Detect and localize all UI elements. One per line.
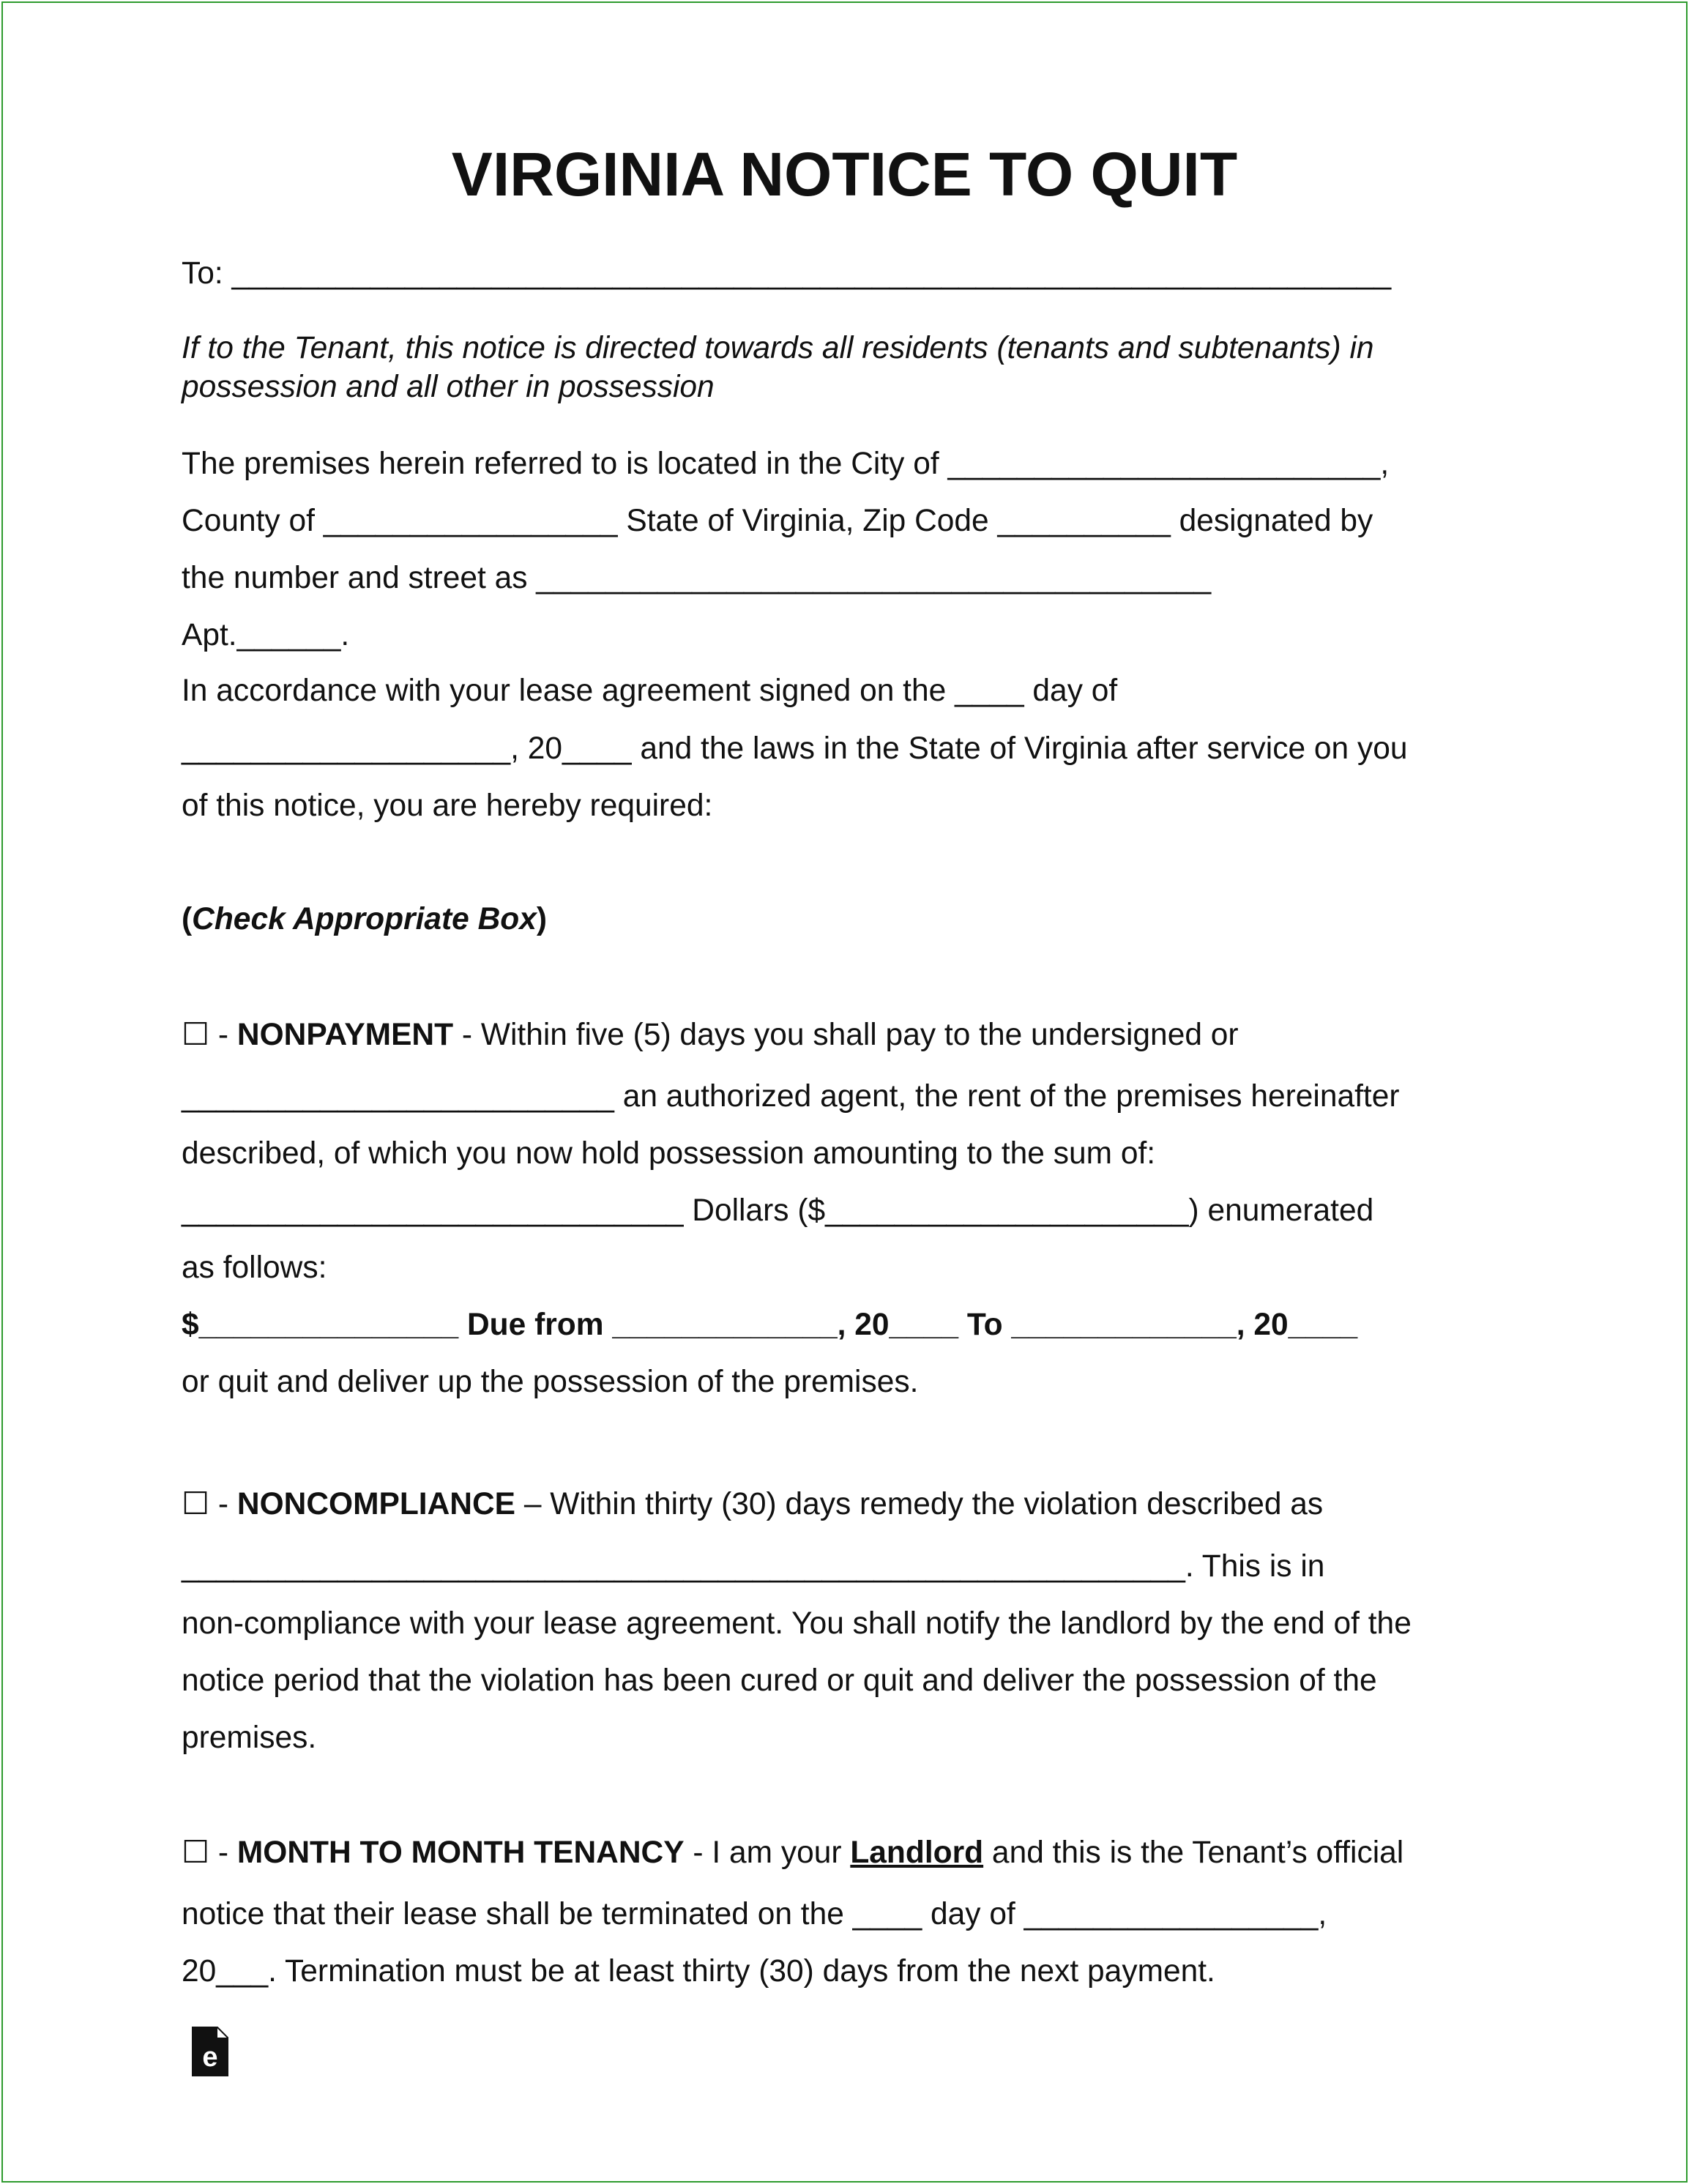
accordance-line-2: ___________________, 20____ and the laws in the State of Virginia after service on you bbox=[182, 731, 1408, 766]
month-to-month-line-1-mid: - I am your bbox=[684, 1835, 851, 1870]
logo-letter: e bbox=[202, 2042, 218, 2073]
eforms-logo-icon bbox=[192, 2027, 228, 2076]
noncompliance-dash: - bbox=[209, 1487, 237, 1521]
premises-line-1: The premises herein referred to is located in the City of _________________________, bbox=[182, 447, 1390, 481]
nonpayment-heading: NONPAYMENT bbox=[236, 1018, 454, 1052]
close-paren: ) bbox=[536, 902, 548, 936]
nonpayment-line-5: as follows: bbox=[182, 1251, 327, 1285]
noncompliance-heading: NONCOMPLIANCE bbox=[236, 1487, 516, 1521]
intro-italic-line-1: If to the Tenant, this notice is directed towards all residents (tenants and subtenants) in bbox=[182, 331, 1374, 365]
landlord-label: Landlord bbox=[850, 1835, 984, 1870]
nonpayment-line-1-text: - Within five (5) days you shall pay to the undersigned or bbox=[453, 1018, 1239, 1052]
month-to-month-line-2: notice that their lease shall be terminated on the ____ day of _________________, bbox=[182, 1897, 1327, 1931]
check-appropriate-box-label bbox=[182, 901, 547, 939]
noncompliance-line-1 bbox=[182, 1486, 1323, 1524]
open-paren: ( bbox=[182, 902, 193, 936]
nonpayment-line-1 bbox=[182, 1016, 1239, 1054]
month-to-month-line-1-end: and this is the Tenant’s official bbox=[983, 1835, 1404, 1870]
noncompliance-line-4: notice period that the violation has been cured or quit and deliver the possession of the bbox=[182, 1663, 1377, 1698]
month-to-month-heading: MONTH TO MONTH TENANCY bbox=[236, 1835, 685, 1870]
premises-line-3: the number and street as _______________________________________ bbox=[182, 561, 1212, 595]
nonpayment-checkbox[interactable]: ☐ bbox=[182, 1018, 210, 1052]
noncompliance-line-5: premises. bbox=[182, 1721, 317, 1755]
noncompliance-line-3: non-compliance with your lease agreement. You shall notify the landlord by the end of the bbox=[182, 1606, 1412, 1641]
nonpayment-line-7: or quit and deliver up the possession of the premises. bbox=[182, 1365, 919, 1399]
document-title: VIRGINIA NOTICE TO QUIT bbox=[451, 140, 1238, 209]
premises-line-4: Apt.______. bbox=[182, 618, 350, 652]
month-to-month-line-1 bbox=[182, 1834, 1403, 1872]
check-box-instruction: Check Appropriate Box bbox=[192, 902, 537, 936]
nonpayment-line-2: _________________________ an authorized agent, the rent of the premises hereinafter bbox=[182, 1079, 1400, 1114]
premises-line-2: County of _________________ State of Virginia, Zip Code __________ designated by bbox=[182, 504, 1373, 538]
accordance-line-1: In accordance with your lease agreement signed on the ____ day of bbox=[182, 674, 1118, 708]
nonpayment-line-3: described, of which you now hold possession amounting to the sum of: bbox=[182, 1136, 1156, 1171]
intro-italic-line-2: possession and all other in possession bbox=[182, 370, 715, 404]
month-to-month-dash: - bbox=[209, 1835, 237, 1870]
noncompliance-line-1-text: – Within thirty (30) days remedy the violation described as bbox=[515, 1487, 1324, 1521]
nonpayment-due-line: $_______________ Due from _____________, 20____ To _____________, 20____ bbox=[182, 1308, 1358, 1342]
noncompliance-line-2: __________________________________________________________. This is in bbox=[182, 1549, 1325, 1584]
nonpayment-line-4: _____________________________ Dollars ($_____________________) enumerated bbox=[182, 1193, 1374, 1228]
noncompliance-checkbox[interactable]: ☐ bbox=[182, 1487, 210, 1521]
accordance-line-3: of this notice, you are hereby required: bbox=[182, 789, 713, 823]
to-line: To: ___________________________________________________________________ bbox=[182, 256, 1392, 291]
nonpayment-dash: - bbox=[209, 1018, 237, 1052]
month-to-month-line-3: 20___. Termination must be at least thirty (30) days from the next payment. bbox=[182, 1954, 1215, 1989]
month-to-month-checkbox[interactable]: ☐ bbox=[182, 1835, 210, 1870]
